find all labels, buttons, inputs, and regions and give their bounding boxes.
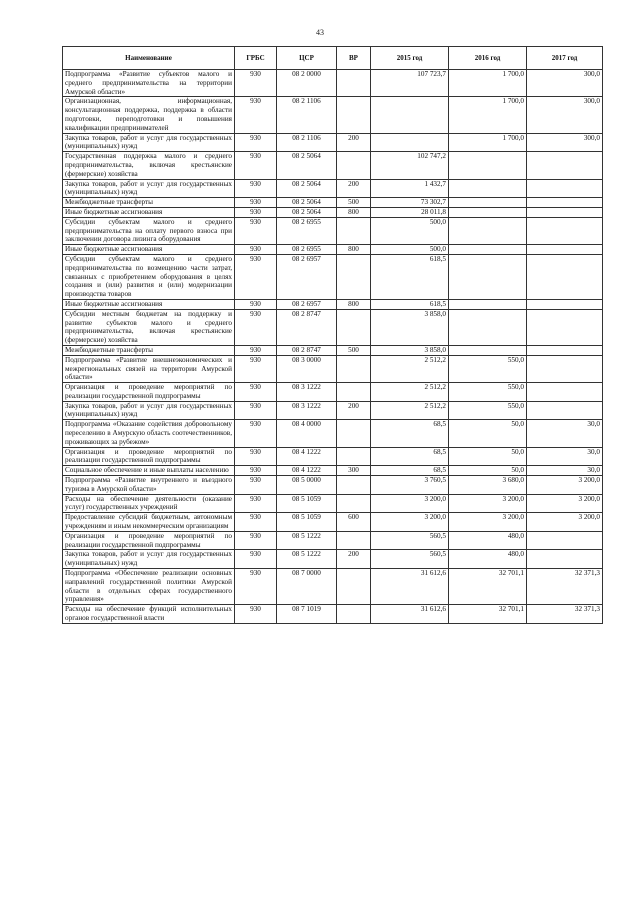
cell-2017: 30,0 <box>527 447 603 466</box>
cell-2015: 2 512,2 <box>371 355 449 382</box>
cell-2015: 618,5 <box>371 254 449 299</box>
cell-vr: 200 <box>337 133 371 152</box>
cell-2015: 560,5 <box>371 550 449 569</box>
cell-2015: 3 858,0 <box>371 345 449 355</box>
table-row <box>63 569 603 605</box>
cell-vr <box>337 569 371 605</box>
cell-grbs: 930 <box>235 513 277 532</box>
cell-name: Подпрограмма «Развитие субъектов малого и среднего предпринимательства на территории Амурской области» <box>63 70 235 97</box>
cell-vr <box>337 605 371 624</box>
cell-name: Подпрограмма «Оказание содействия добровольному переселению в Амурскую область соотечественников, проживающих за рубежом» <box>63 420 235 447</box>
table-row <box>63 605 603 624</box>
cell-2017: 3 200,0 <box>527 494 603 513</box>
table-row <box>63 179 603 198</box>
cell-name: Государственная поддержка малого и среднего предпринимательства, включая крестьянские (фермерские) хозяйства <box>63 152 235 179</box>
cell-name: Социальное обеспечение и иные выплаты населению <box>63 466 235 476</box>
cell-2016 <box>449 198 527 208</box>
cell-vr: 600 <box>337 513 371 532</box>
cell-vr: 800 <box>337 207 371 217</box>
cell-2015: 1 432,7 <box>371 179 449 198</box>
cell-csr: 08 2 5064 <box>277 152 337 179</box>
cell-2016 <box>449 309 527 345</box>
table-row <box>63 245 603 255</box>
cell-name: Расходы на обеспечение функций исполнительных органов государственной власти <box>63 605 235 624</box>
cell-2016: 550,0 <box>449 383 527 402</box>
cell-name: Субсидии местным бюджетам на поддержку и развитие субъектов малого и среднего предпринимательства, включая крестьянские (фермерские) хозяйства <box>63 309 235 345</box>
cell-grbs: 930 <box>235 494 277 513</box>
cell-2017 <box>527 245 603 255</box>
header-csr: ЦСР <box>277 47 337 70</box>
cell-2015: 68,5 <box>371 420 449 447</box>
cell-2017 <box>527 152 603 179</box>
cell-2015: 3 200,0 <box>371 513 449 532</box>
cell-2016 <box>449 299 527 309</box>
cell-2016: 3 680,0 <box>449 476 527 495</box>
cell-csr: 08 3 1222 <box>277 401 337 420</box>
cell-csr: 08 2 1106 <box>277 133 337 152</box>
header-2015: 2015 год <box>371 47 449 70</box>
cell-2017: 300,0 <box>527 70 603 97</box>
cell-2015 <box>371 97 449 133</box>
header-2016: 2016 год <box>449 47 527 70</box>
cell-grbs: 930 <box>235 345 277 355</box>
table-body <box>63 70 603 624</box>
cell-grbs: 930 <box>235 179 277 198</box>
cell-2017: 300,0 <box>527 133 603 152</box>
cell-2016: 32 701,1 <box>449 569 527 605</box>
cell-2017: 300,0 <box>527 97 603 133</box>
table-header <box>63 47 603 70</box>
table-row <box>63 152 603 179</box>
header-grbs: ГРБС <box>235 47 277 70</box>
cell-grbs: 930 <box>235 299 277 309</box>
cell-grbs: 930 <box>235 355 277 382</box>
cell-name: Расходы на обеспечение деятельности (оказание услуг) государственных учреждений <box>63 494 235 513</box>
cell-name: Предоставление субсидий бюджетным, автономным учреждениям и иным некоммерческим организациям <box>63 513 235 532</box>
cell-csr: 08 5 1222 <box>277 531 337 550</box>
cell-2016: 550,0 <box>449 401 527 420</box>
cell-vr <box>337 152 371 179</box>
cell-name: Закупка товаров, работ и услуг для государственных (муниципальных) нужд <box>63 550 235 569</box>
cell-2016: 1 700,0 <box>449 133 527 152</box>
cell-name: Организация и проведение мероприятий по реализации государственной подпрограммы <box>63 383 235 402</box>
table-row <box>63 207 603 217</box>
cell-csr: 08 2 1106 <box>277 97 337 133</box>
cell-2015: 2 512,2 <box>371 383 449 402</box>
cell-grbs: 930 <box>235 531 277 550</box>
cell-csr: 08 3 0000 <box>277 355 337 382</box>
table-row <box>63 466 603 476</box>
cell-vr <box>337 383 371 402</box>
cell-csr: 08 2 5064 <box>277 179 337 198</box>
cell-vr <box>337 309 371 345</box>
cell-vr: 200 <box>337 179 371 198</box>
table-row <box>63 97 603 133</box>
cell-vr: 200 <box>337 550 371 569</box>
cell-name: Организационная, информационная, консультационная поддержка, поддержка в области подготовки, переподготовки и повышения квалификации предпринимателей <box>63 97 235 133</box>
cell-csr: 08 5 1059 <box>277 494 337 513</box>
cell-grbs: 930 <box>235 97 277 133</box>
table-row <box>63 133 603 152</box>
table-row <box>63 309 603 345</box>
cell-grbs: 930 <box>235 466 277 476</box>
cell-csr: 08 2 5064 <box>277 198 337 208</box>
cell-2015: 618,5 <box>371 299 449 309</box>
cell-2017 <box>527 355 603 382</box>
cell-vr: 200 <box>337 401 371 420</box>
cell-2016: 550,0 <box>449 355 527 382</box>
cell-2017 <box>527 254 603 299</box>
cell-grbs: 930 <box>235 309 277 345</box>
cell-grbs: 930 <box>235 447 277 466</box>
cell-grbs: 930 <box>235 383 277 402</box>
cell-vr <box>337 217 371 244</box>
cell-2015: 31 612,6 <box>371 569 449 605</box>
cell-2017 <box>527 198 603 208</box>
cell-csr: 08 2 6955 <box>277 245 337 255</box>
page-number: 43 <box>316 28 324 37</box>
cell-name: Подпрограмма «Развитие внутреннего и въездного туризма в Амурской области» <box>63 476 235 495</box>
cell-csr: 08 4 0000 <box>277 420 337 447</box>
cell-2017 <box>527 217 603 244</box>
cell-vr <box>337 494 371 513</box>
cell-vr: 800 <box>337 299 371 309</box>
cell-grbs: 930 <box>235 420 277 447</box>
cell-name: Закупка товаров, работ и услуг для государственных (муниципальных) нужд <box>63 401 235 420</box>
cell-2015: 68,5 <box>371 447 449 466</box>
table-row <box>63 550 603 569</box>
cell-grbs: 930 <box>235 70 277 97</box>
cell-vr <box>337 70 371 97</box>
cell-name: Иные бюджетные ассигнования <box>63 207 235 217</box>
cell-name: Закупка товаров, работ и услуг для государственных (муниципальных) нужд <box>63 179 235 198</box>
cell-2016: 3 200,0 <box>449 494 527 513</box>
cell-2016 <box>449 179 527 198</box>
table-row <box>63 401 603 420</box>
cell-2017 <box>527 207 603 217</box>
cell-csr: 08 2 5064 <box>277 207 337 217</box>
cell-vr: 800 <box>337 245 371 255</box>
cell-2015: 73 302,7 <box>371 198 449 208</box>
cell-csr: 08 2 6957 <box>277 254 337 299</box>
cell-csr: 08 5 1222 <box>277 550 337 569</box>
cell-name: Организация и проведение мероприятий по реализации государственной подпрограммы <box>63 447 235 466</box>
cell-2015: 3 760,5 <box>371 476 449 495</box>
cell-2015 <box>371 133 449 152</box>
header-2017: 2017 год <box>527 47 603 70</box>
cell-grbs: 930 <box>235 217 277 244</box>
table-row <box>63 531 603 550</box>
header-vr: ВР <box>337 47 371 70</box>
cell-csr: 08 2 8747 <box>277 309 337 345</box>
table-row <box>63 198 603 208</box>
cell-grbs: 930 <box>235 401 277 420</box>
cell-csr: 08 2 0000 <box>277 70 337 97</box>
cell-2015: 500,0 <box>371 217 449 244</box>
cell-2017 <box>527 550 603 569</box>
cell-2016: 480,0 <box>449 550 527 569</box>
cell-grbs: 930 <box>235 550 277 569</box>
table-row <box>63 345 603 355</box>
table-row <box>63 383 603 402</box>
cell-2016 <box>449 207 527 217</box>
cell-vr: 500 <box>337 345 371 355</box>
cell-vr <box>337 420 371 447</box>
cell-2015: 2 512,2 <box>371 401 449 420</box>
cell-2016 <box>449 245 527 255</box>
cell-2015: 3 200,0 <box>371 494 449 513</box>
table-row <box>63 494 603 513</box>
cell-vr <box>337 476 371 495</box>
cell-csr: 08 2 8747 <box>277 345 337 355</box>
cell-vr <box>337 355 371 382</box>
cell-grbs: 930 <box>235 152 277 179</box>
cell-name: Межбюджетные трансферты <box>63 345 235 355</box>
cell-name: Субсидии субъектам малого и среднего предпринимательства по возмещению части затрат, связанных с приобретением оборудования в целях создания и (или) развития и (или) модернизации производства товаров <box>63 254 235 299</box>
cell-2016 <box>449 217 527 244</box>
cell-2016: 1 700,0 <box>449 70 527 97</box>
cell-2017 <box>527 179 603 198</box>
cell-grbs: 930 <box>235 245 277 255</box>
cell-2015: 31 612,6 <box>371 605 449 624</box>
table-row <box>63 217 603 244</box>
cell-name: Подпрограмма «Обеспечение реализации основных направлений государственной политики Амурской области в отдельных сферах государственного управления» <box>63 569 235 605</box>
cell-2016 <box>449 345 527 355</box>
cell-2016: 480,0 <box>449 531 527 550</box>
cell-vr <box>337 97 371 133</box>
table-row <box>63 420 603 447</box>
cell-csr: 08 4 1222 <box>277 447 337 466</box>
table-row <box>63 476 603 495</box>
cell-2017: 30,0 <box>527 466 603 476</box>
cell-grbs: 930 <box>235 198 277 208</box>
cell-2017: 32 371,3 <box>527 605 603 624</box>
cell-2017 <box>527 383 603 402</box>
cell-name: Закупка товаров, работ и услуг для государственных (муниципальных) нужд <box>63 133 235 152</box>
cell-name: Подпрограмма «Развитие внешнеэкономических и межрегиональных связей на территории Амурской области» <box>63 355 235 382</box>
cell-csr: 08 5 0000 <box>277 476 337 495</box>
cell-2016: 1 700,0 <box>449 97 527 133</box>
cell-2016: 50,0 <box>449 447 527 466</box>
table-row <box>63 447 603 466</box>
budget-table <box>62 46 603 624</box>
cell-csr: 08 3 1222 <box>277 383 337 402</box>
cell-2016 <box>449 254 527 299</box>
cell-grbs: 930 <box>235 254 277 299</box>
cell-name: Субсидии субъектам малого и среднего предпринимательства на оплату первого взноса при заключении договора лизинга оборудования <box>63 217 235 244</box>
cell-2017 <box>527 401 603 420</box>
cell-grbs: 930 <box>235 569 277 605</box>
cell-name: Иные бюджетные ассигнования <box>63 245 235 255</box>
table-row <box>63 70 603 97</box>
cell-csr: 08 7 1019 <box>277 605 337 624</box>
cell-2017: 3 200,0 <box>527 476 603 495</box>
cell-csr: 08 4 1222 <box>277 466 337 476</box>
cell-name: Организация и проведение мероприятий по реализации государственной подпрограммы <box>63 531 235 550</box>
cell-grbs: 930 <box>235 605 277 624</box>
cell-2016 <box>449 152 527 179</box>
cell-2015: 3 858,0 <box>371 309 449 345</box>
cell-2015: 68,5 <box>371 466 449 476</box>
cell-csr: 08 5 1059 <box>277 513 337 532</box>
cell-vr <box>337 531 371 550</box>
table-row <box>63 299 603 309</box>
cell-vr: 500 <box>337 198 371 208</box>
cell-2015: 560,5 <box>371 531 449 550</box>
cell-2015: 500,0 <box>371 245 449 255</box>
header-name: Наименование <box>63 47 235 70</box>
cell-2017: 30,0 <box>527 420 603 447</box>
cell-2015: 102 747,2 <box>371 152 449 179</box>
cell-2017 <box>527 531 603 550</box>
cell-csr: 08 2 6955 <box>277 217 337 244</box>
cell-name: Межбюджетные трансферты <box>63 198 235 208</box>
cell-vr <box>337 447 371 466</box>
cell-2016: 3 200,0 <box>449 513 527 532</box>
cell-grbs: 930 <box>235 476 277 495</box>
table-row <box>63 513 603 532</box>
cell-grbs: 930 <box>235 133 277 152</box>
cell-2015: 28 011,8 <box>371 207 449 217</box>
cell-2015: 107 723,7 <box>371 70 449 97</box>
cell-csr: 08 2 6957 <box>277 299 337 309</box>
cell-vr: 300 <box>337 466 371 476</box>
cell-csr: 08 7 0000 <box>277 569 337 605</box>
cell-2016: 32 701,1 <box>449 605 527 624</box>
cell-vr <box>337 254 371 299</box>
table-row <box>63 355 603 382</box>
cell-2016: 50,0 <box>449 420 527 447</box>
cell-2017: 32 371,3 <box>527 569 603 605</box>
table-row <box>63 254 603 299</box>
cell-2017 <box>527 345 603 355</box>
cell-2017: 3 200,0 <box>527 513 603 532</box>
cell-2016: 50,0 <box>449 466 527 476</box>
cell-grbs: 930 <box>235 207 277 217</box>
cell-name: Иные бюджетные ассигнования <box>63 299 235 309</box>
cell-2017 <box>527 299 603 309</box>
cell-2017 <box>527 309 603 345</box>
